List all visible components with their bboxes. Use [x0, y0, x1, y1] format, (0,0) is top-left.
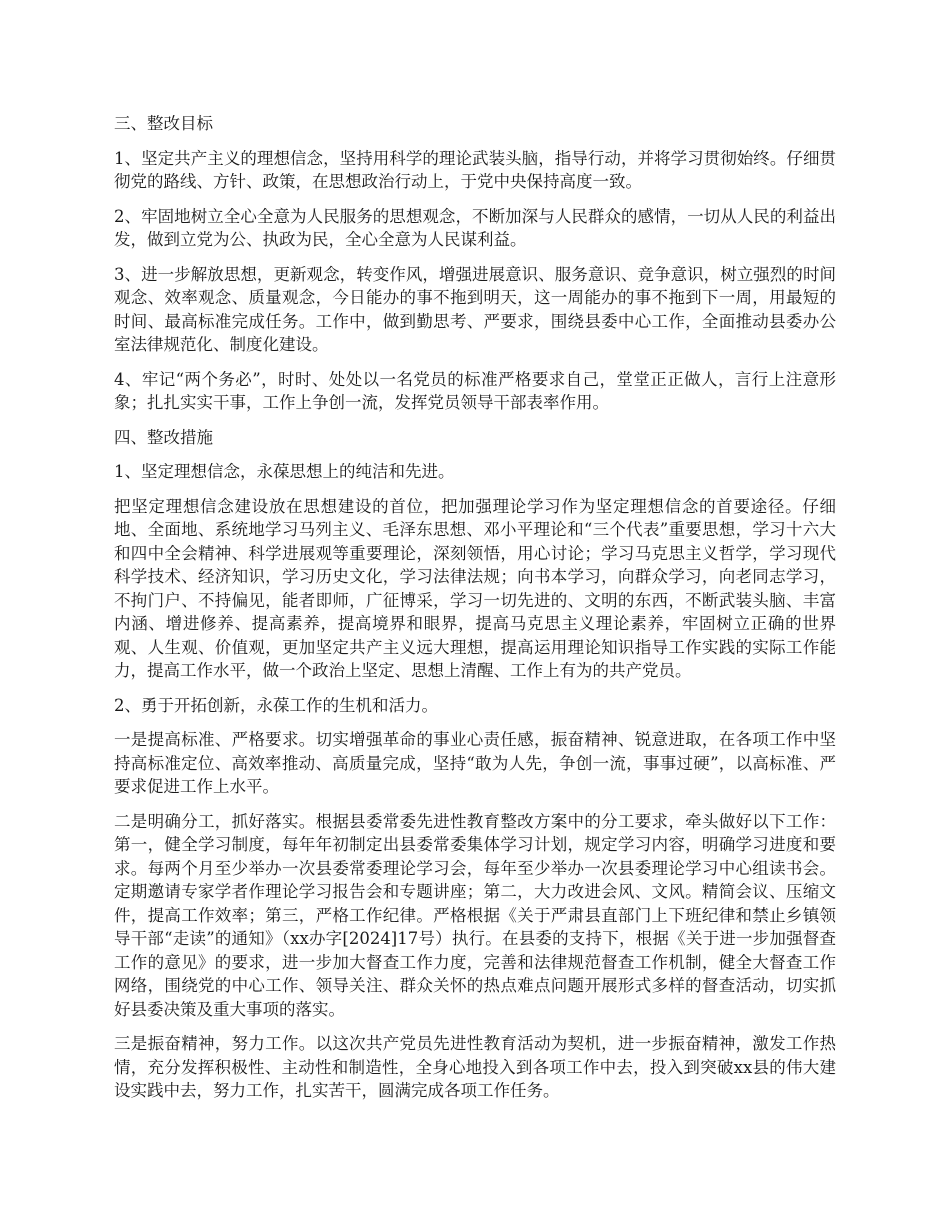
- measure-paragraph-2a: 一是提高标准、严格要求。切实增强革命的事业心责任感，振奋精神、锐意进取，在各项工作中坚持高标准定位、高效率推动、高质量完成，坚持“敢为人先，争创一流，事事过硬”，以高标准、严要求促进工作上水平。: [114, 730, 836, 796]
- section-heading-rectification-goals: 三、整改目标: [114, 114, 213, 133]
- document-page: [114, 112, 836, 1114]
- goal-paragraph-1: 1、坚定共产主义的理想信念，坚持用科学的理论武装头脑，指导行动，并将学习贯彻始终。仔细贯彻党的路线、方针、政策，在思想政治行动上，于党中央保持高度一致。: [114, 148, 836, 191]
- measure-paragraph-2c: 三是振奋精神，努力工作。以这次共产党员先进性教育活动为契机，进一步振奋精神，激发工作热情，充分发挥积极性、主动性和制造性，全身心地投入到各项工作中去，投入到突破xx县的伟大建设实践中去，努力工作，扎实苦干，圆满完成各项工作任务。: [114, 1034, 836, 1100]
- goal-paragraph-3: 3、进一步解放思想，更新观念，转变作风，增强进展意识、服务意识、竞争意识，树立强烈的时间观念、效率观念、质量观念，今日能办的事不拖到明天，这一周能办的事不拖到下一周，用最短的时间、最高标准完成任务。工作中，做到勤思考、严要求，围绕县委中心工作，全面推动县委办公室法律规范化、制度化建设。: [114, 264, 836, 354]
- goal-paragraph-4: 4、牢记“两个务必”，时时、处处以一名党员的标准严格要求自己，堂堂正正做人，言行上注意形象；扎扎实实干事，工作上争创一流，发挥党员领导干部表率作用。: [114, 369, 836, 412]
- goal-paragraph-2: 2、牢固地树立全心全意为人民服务的思想观念，不断加深与人民群众的感情，一切从人民的利益出发，做到立党为公、执政为民，全心全意为人民谋利益。: [114, 206, 836, 249]
- measure-subheading-2: 2、勇于开拓创新，永葆工作的生机和活力。: [114, 695, 438, 715]
- measure-paragraph-1: 把坚定理想信念建设放在思想建设的首位，把加强理论学习作为坚定理想信念的首要途径。仔细地、全面地、系统地学习马列主义、毛泽东思想、邓小平理论和“三个代表”重要思想，学习十六大和四中全会精神、科学进展观等重要理论，深刻领悟，用心讨论；学习马克思主义哲学，学习现代科学技术、经济知识，学习历史文化，学习法律法规；向书本学习，向群众学习，向老同志学习，不拘门户、不持偏见，能者即师，广征博采，学习一切先进的、文明的东西，不断武装头脑、丰富内涵、增进修养、提高素养，提高境界和眼界，提高马克思主义理论素养，牢固树立正确的世界观、人生观、价值观，更加坚定共产主义远大理想，提高运用理论知识指导工作实践的实际工作能力，提高工作水平，做一个政治上坚定、思想上清醒、工作上有为的共产党员。: [114, 496, 836, 680]
- measure-paragraph-2b: 二是明确分工，抓好落实。根据县委常委先进性教育整改方案中的分工要求，牵头做好以下工作：第一，健全学习制度，每年年初制定出县委常委集体学习计划，规定学习内容，明确学习进度和要求。每两个月至少举办一次县委常委理论学习会，每年至少举办一次县委理论学习中心组读书会。定期邀请专家学者作理论学习报告会和专题讲座；第二，大力改进会风、文风。精简会议、压缩文件，提高工作效率；第三，严格工作纪律。严格根据《关于严肃县直部门上下班纪律和禁止乡镇领导干部“走读”的通知》（xx办字[2024]17号）执行。在县委的支持下，根据《关于进一步加强督查工作的意见》的要求，进一步加大督查工作力度，完善和法律规范督查工作机制，健全大督查工作网络，围绕党的中心工作、领导关注、群众关怀的热点难点问题开展形式多样的督查活动，切实抓好县委决策及重大事项的落实。: [114, 811, 836, 1019]
- section-heading-rectification-measures: 四、整改措施: [114, 427, 213, 447]
- measure-subheading-1: 1、坚定理想信念，永葆思想上的纯洁和先进。: [114, 462, 455, 481]
